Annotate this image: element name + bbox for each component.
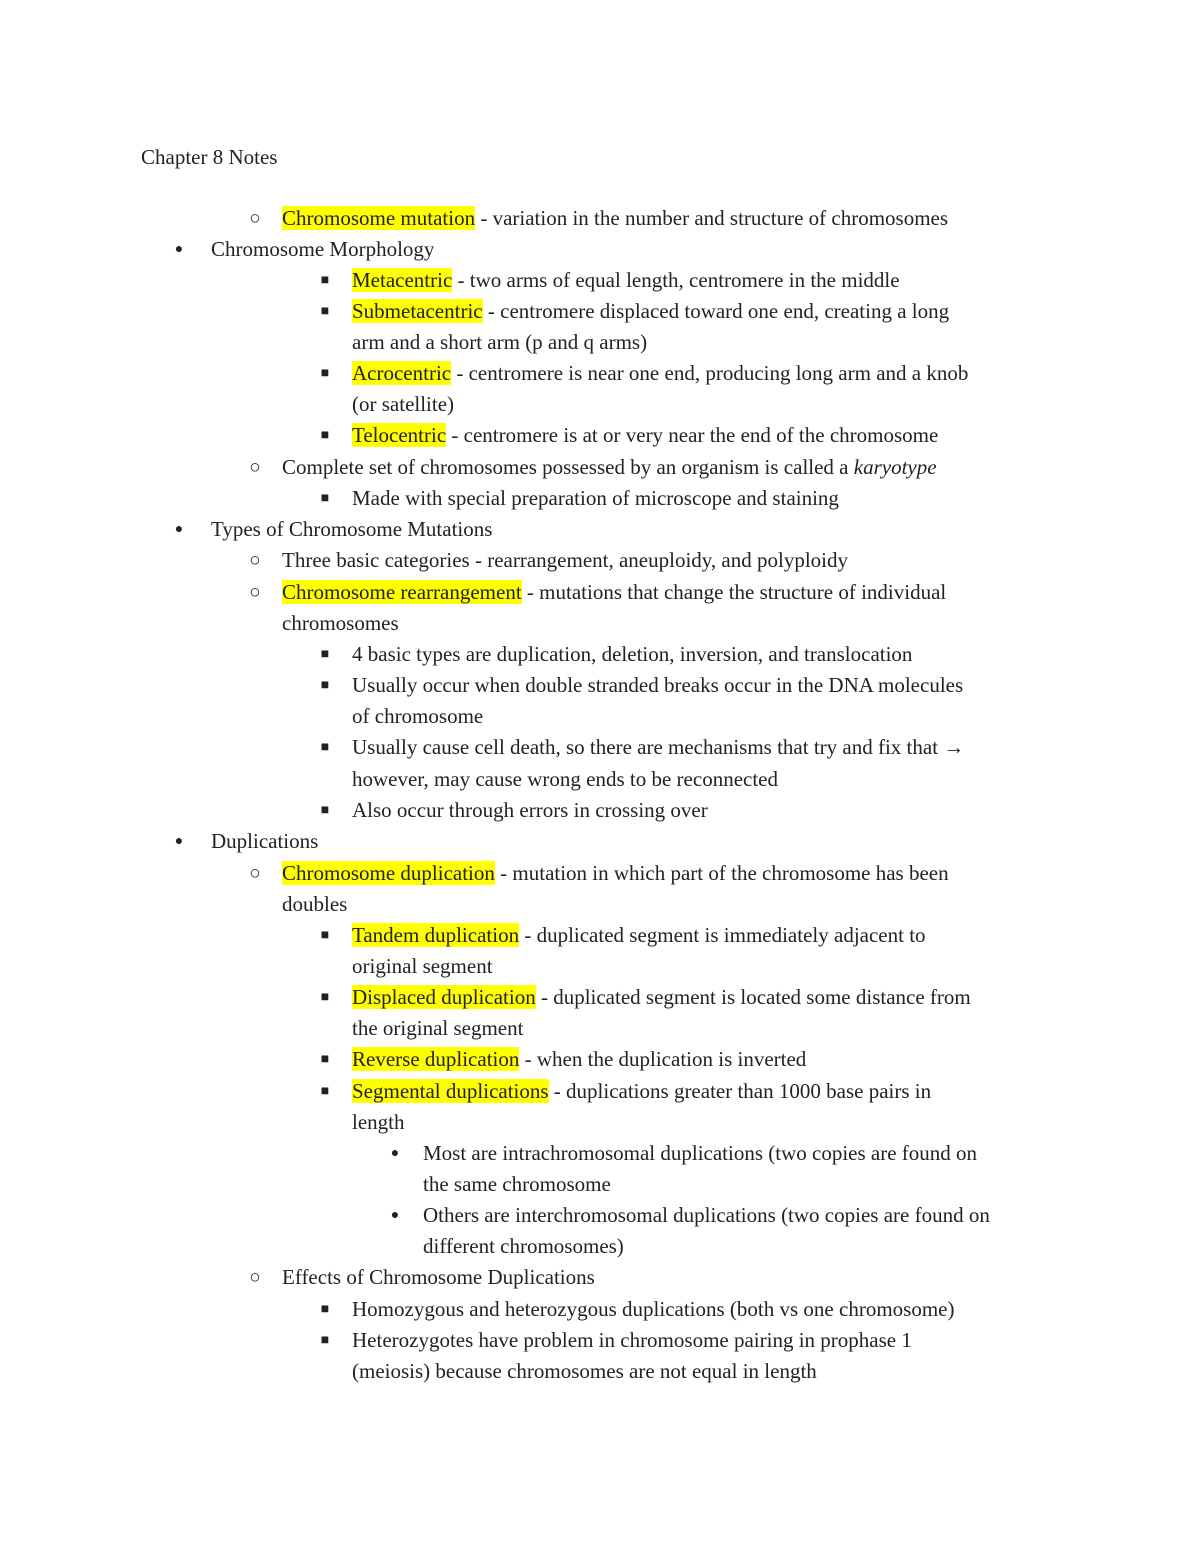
definition-text: - mutation in which part of the chromosome has been — [494, 861, 949, 885]
square-bullet-icon: ■ — [320, 1052, 330, 1067]
filled-circle-bullet-icon: ● — [390, 1146, 400, 1161]
square-bullet-icon: ■ — [320, 678, 330, 693]
list-item-continuation: (or satellite) — [352, 392, 455, 416]
list-item: Heterozygotes have problem in chromosome pairing in prophase 1 — [352, 1328, 912, 1352]
definition-text: - two arms of equal length, centromere in the middle — [452, 268, 900, 292]
list-item: Made with special preparation of microscope and staining — [352, 486, 839, 510]
definition-text: - centromere is near one end, producing long arm and a knob — [451, 361, 969, 385]
definition-text: - variation in the number and structure of chromosomes — [475, 206, 949, 230]
list-item-continuation: length — [352, 1110, 405, 1134]
filled-circle-bullet-icon: ● — [174, 834, 184, 849]
list-item — [352, 1044, 806, 1075]
definition-text: - mutations that change the structure of individual — [521, 580, 947, 604]
highlighted-term: Acrocentric — [352, 361, 452, 385]
list-item: Chromosome Morphology — [211, 237, 435, 261]
list-item — [352, 265, 900, 296]
item-text: Complete set of chromosomes possessed by an organism is called a — [282, 455, 854, 479]
list-item — [282, 203, 948, 234]
square-bullet-icon: ■ — [320, 990, 330, 1005]
list-item: Duplications — [211, 829, 319, 853]
list-item: Three basic categories - rearrangement, aneuploidy, and polyploidy — [282, 548, 848, 572]
list-item — [352, 358, 968, 389]
list-item-continuation: different chromosomes) — [423, 1234, 624, 1258]
definition-text: - centromere displaced toward one end, creating a long — [482, 299, 950, 323]
list-item — [282, 452, 937, 483]
list-item — [282, 858, 949, 889]
list-item: Others are interchromosomal duplications (two copies are found on — [423, 1203, 990, 1227]
list-item — [352, 420, 938, 451]
list-item: 4 basic types are duplication, deletion, inversion, and translocation — [352, 642, 913, 666]
list-item-continuation: doubles — [282, 892, 348, 916]
list-item — [352, 1076, 931, 1107]
highlighted-term: Segmental duplications — [352, 1079, 549, 1103]
square-bullet-icon: ■ — [320, 647, 330, 662]
list-item: Most are intrachromosomal duplications (two copies are found on — [423, 1141, 978, 1165]
list-item-continuation: the same chromosome — [423, 1172, 611, 1196]
square-bullet-icon: ■ — [320, 1084, 330, 1099]
definition-text: - duplications greater than 1000 base pairs in — [548, 1079, 932, 1103]
highlighted-term: Displaced duplication — [352, 985, 536, 1009]
document-title: Chapter 8 Notes — [141, 145, 278, 169]
square-bullet-icon: ■ — [320, 366, 330, 381]
square-bullet-icon: ■ — [320, 928, 330, 943]
highlighted-term: Telocentric — [352, 423, 447, 447]
definition-text: - duplicated segment is immediately adjacent to — [519, 923, 926, 947]
square-bullet-icon: ■ — [320, 740, 330, 755]
highlighted-term: Chromosome rearrangement — [282, 580, 522, 604]
hollow-circle-bullet-icon: ○ — [249, 208, 261, 229]
list-item-continuation: (meiosis) because chromosomes are not equal in length — [352, 1359, 817, 1383]
highlighted-term: Reverse duplication — [352, 1047, 520, 1071]
hollow-circle-bullet-icon: ○ — [249, 863, 261, 884]
square-bullet-icon: ■ — [320, 803, 330, 818]
highlighted-term: Metacentric — [352, 268, 453, 292]
square-bullet-icon: ■ — [320, 1302, 330, 1317]
list-item-continuation: chromosomes — [282, 611, 399, 635]
hollow-circle-bullet-icon: ○ — [249, 550, 261, 571]
square-bullet-icon: ■ — [320, 491, 330, 506]
highlighted-term: Tandem duplication — [352, 923, 520, 947]
list-item — [352, 982, 971, 1013]
list-item-continuation: however, may cause wrong ends to be reconnected — [352, 767, 778, 791]
list-item: Usually cause cell death, so there are mechanisms that try and fix that → — [352, 735, 965, 759]
hollow-circle-bullet-icon: ○ — [249, 1267, 261, 1288]
list-item: Homozygous and heterozygous duplications (both vs one chromosome) — [352, 1297, 955, 1321]
list-item-continuation: original segment — [352, 954, 493, 978]
filled-circle-bullet-icon: ● — [174, 242, 184, 257]
definition-text: - when the duplication is inverted — [519, 1047, 807, 1071]
hollow-circle-bullet-icon: ○ — [249, 457, 261, 478]
list-item — [352, 296, 949, 327]
filled-circle-bullet-icon: ● — [174, 522, 184, 537]
highlighted-term: Chromosome duplication — [282, 861, 495, 885]
square-bullet-icon: ■ — [320, 273, 330, 288]
list-item-continuation: the original segment — [352, 1016, 524, 1040]
list-item: Also occur through errors in crossing over — [352, 798, 708, 822]
square-bullet-icon: ■ — [320, 428, 330, 443]
list-item: Effects of Chromosome Duplications — [282, 1265, 595, 1289]
list-item-continuation: arm and a short arm (p and q arms) — [352, 330, 648, 354]
italic-term: karyotype — [853, 455, 937, 479]
hollow-circle-bullet-icon: ○ — [249, 582, 261, 603]
highlighted-term: Chromosome mutation — [282, 206, 476, 230]
list-item: Usually occur when double stranded breaks occur in the DNA molecules — [352, 673, 964, 697]
definition-text: - duplicated segment is located some distance from — [535, 985, 971, 1009]
square-bullet-icon: ■ — [320, 304, 330, 319]
list-item-continuation: of chromosome — [352, 704, 484, 728]
list-item — [282, 577, 946, 608]
square-bullet-icon: ■ — [320, 1333, 330, 1348]
list-item — [352, 920, 926, 951]
list-item: Types of Chromosome Mutations — [211, 517, 493, 541]
filled-circle-bullet-icon: ● — [390, 1208, 400, 1223]
definition-text: - centromere is at or very near the end of the chromosome — [446, 423, 939, 447]
highlighted-term: Submetacentric — [352, 299, 483, 323]
